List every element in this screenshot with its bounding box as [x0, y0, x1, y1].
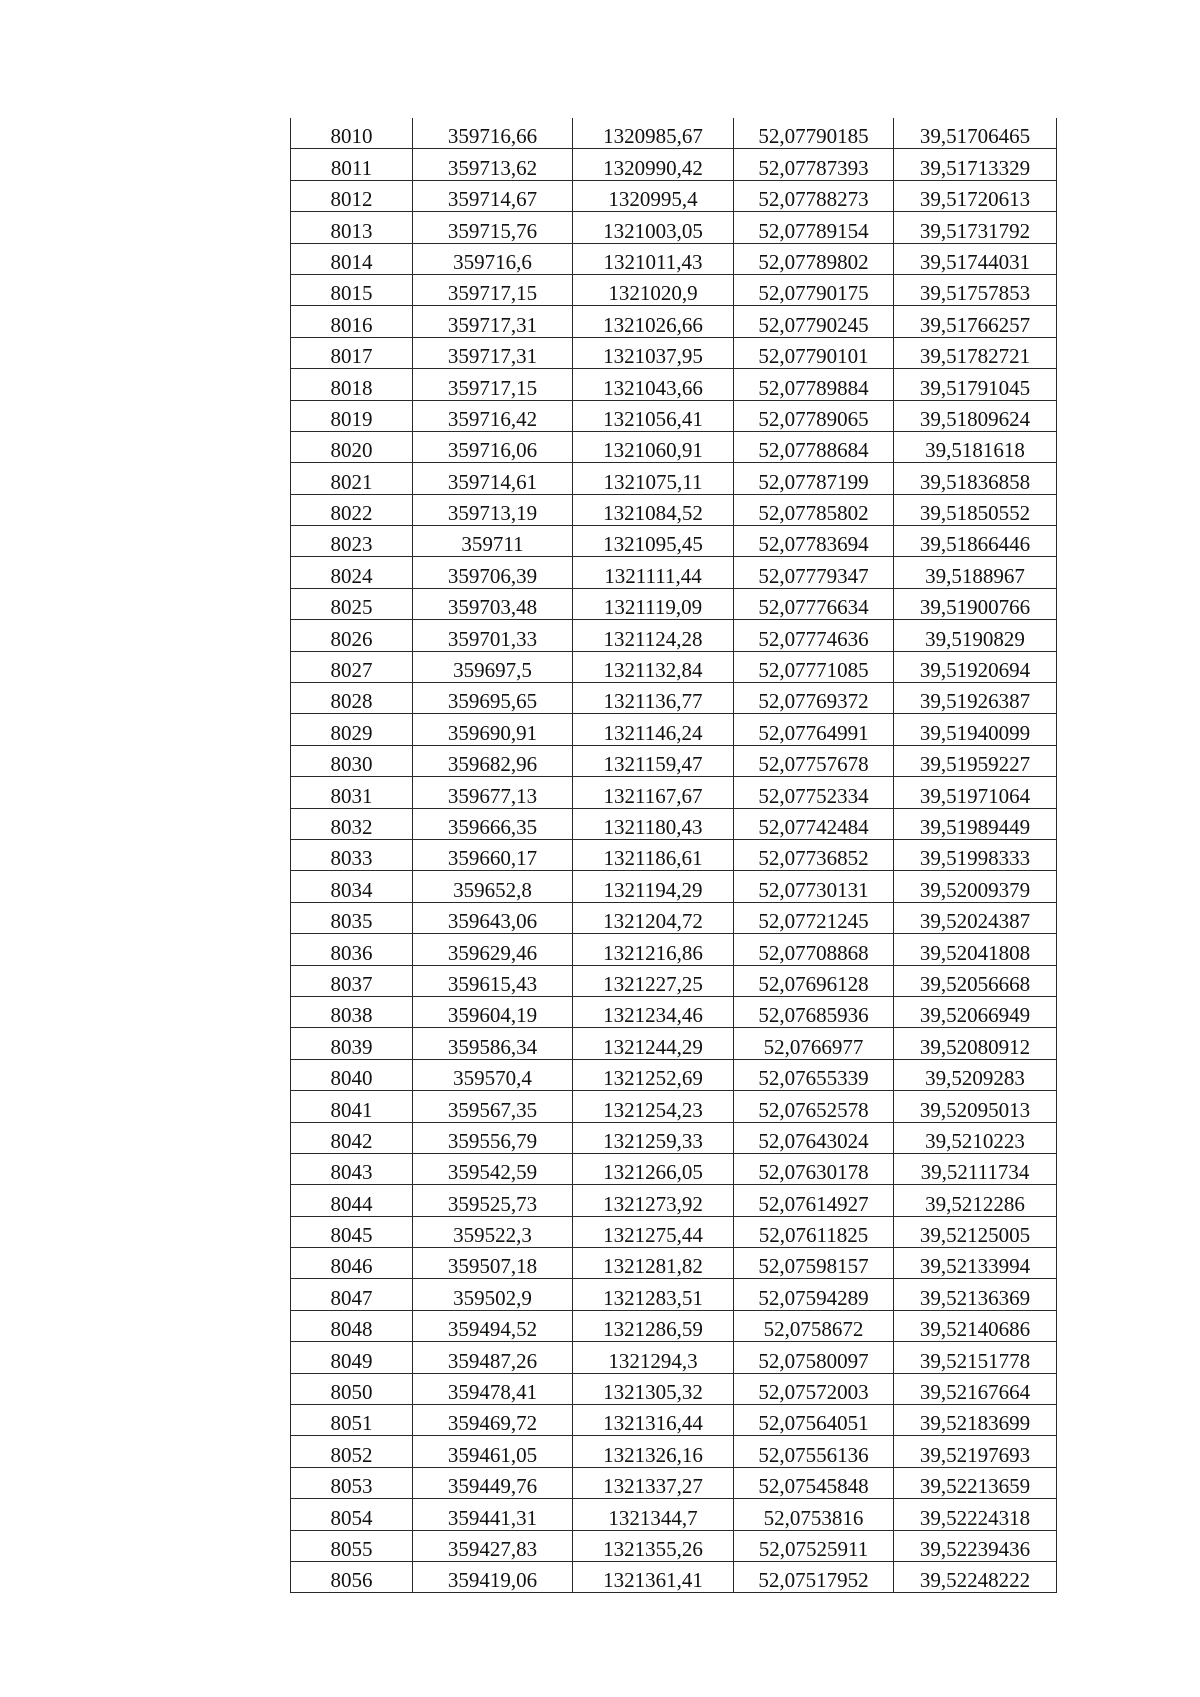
point-number-cell: 8011 [291, 149, 413, 180]
table-row [291, 1091, 1057, 1122]
y-coordinate-cell: 1321084,52 [573, 494, 734, 525]
x-coordinate-cell: 359502,9 [413, 1279, 573, 1310]
longitude-cell: 39,51757853 [894, 274, 1057, 305]
table-row [291, 902, 1057, 933]
x-coordinate-cell: 359706,39 [413, 557, 573, 588]
table-row [291, 745, 1057, 776]
latitude-cell: 52,07785802 [734, 494, 894, 525]
table-row [291, 934, 1057, 965]
table-row [291, 1279, 1057, 1310]
table-row [291, 1373, 1057, 1404]
point-number-cell: 8055 [291, 1530, 413, 1561]
y-coordinate-cell: 1321305,32 [573, 1373, 734, 1404]
point-number-cell: 8021 [291, 463, 413, 494]
longitude-cell: 39,51720613 [894, 180, 1057, 211]
longitude-cell: 39,51836858 [894, 463, 1057, 494]
x-coordinate-cell: 359682,96 [413, 745, 573, 776]
x-coordinate-cell: 359629,46 [413, 934, 573, 965]
point-number-cell: 8026 [291, 620, 413, 651]
latitude-cell: 52,07556136 [734, 1436, 894, 1467]
latitude-cell: 52,07771085 [734, 651, 894, 682]
table-row [291, 369, 1057, 400]
table-row [291, 683, 1057, 714]
table-row [291, 494, 1057, 525]
longitude-cell: 39,51866446 [894, 526, 1057, 557]
longitude-cell: 39,52133994 [894, 1248, 1057, 1279]
y-coordinate-cell: 1321266,05 [573, 1153, 734, 1184]
latitude-cell: 52,07788684 [734, 431, 894, 462]
x-coordinate-cell: 359714,61 [413, 463, 573, 494]
y-coordinate-cell: 1321234,46 [573, 996, 734, 1027]
point-number-cell: 8042 [291, 1122, 413, 1153]
table-row [291, 118, 1057, 149]
longitude-cell: 39,51791045 [894, 369, 1057, 400]
coordinates-table-body [291, 118, 1057, 1593]
y-coordinate-cell: 1321037,95 [573, 337, 734, 368]
y-coordinate-cell: 1321060,91 [573, 431, 734, 462]
table-row [291, 1530, 1057, 1561]
x-coordinate-cell: 359487,26 [413, 1342, 573, 1373]
longitude-cell: 39,51713329 [894, 149, 1057, 180]
point-number-cell: 8022 [291, 494, 413, 525]
longitude-cell: 39,51766257 [894, 306, 1057, 337]
latitude-cell: 52,07525911 [734, 1530, 894, 1561]
point-number-cell: 8045 [291, 1216, 413, 1247]
latitude-cell: 52,07685936 [734, 996, 894, 1027]
table-row [291, 808, 1057, 839]
x-coordinate-cell: 359677,13 [413, 777, 573, 808]
y-coordinate-cell: 1321020,9 [573, 274, 734, 305]
x-coordinate-cell: 359494,52 [413, 1310, 573, 1341]
y-coordinate-cell: 1321275,44 [573, 1216, 734, 1247]
latitude-cell: 52,07779347 [734, 557, 894, 588]
latitude-cell: 52,07790245 [734, 306, 894, 337]
x-coordinate-cell: 359449,76 [413, 1467, 573, 1498]
y-coordinate-cell: 1320985,67 [573, 118, 734, 149]
y-coordinate-cell: 1321286,59 [573, 1310, 734, 1341]
latitude-cell: 52,07594289 [734, 1279, 894, 1310]
y-coordinate-cell: 1321273,92 [573, 1185, 734, 1216]
table-row [291, 777, 1057, 808]
y-coordinate-cell: 1321227,25 [573, 965, 734, 996]
longitude-cell: 39,52151778 [894, 1342, 1057, 1373]
y-coordinate-cell: 1321043,66 [573, 369, 734, 400]
x-coordinate-cell: 359715,76 [413, 212, 573, 243]
y-coordinate-cell: 1321056,41 [573, 400, 734, 431]
y-coordinate-cell: 1321159,47 [573, 745, 734, 776]
point-number-cell: 8048 [291, 1310, 413, 1341]
longitude-cell: 39,52183699 [894, 1405, 1057, 1436]
x-coordinate-cell: 359697,5 [413, 651, 573, 682]
point-number-cell: 8043 [291, 1153, 413, 1184]
y-coordinate-cell: 1321186,61 [573, 839, 734, 870]
x-coordinate-cell: 359525,73 [413, 1185, 573, 1216]
point-number-cell: 8019 [291, 400, 413, 431]
latitude-cell: 52,07736852 [734, 839, 894, 870]
x-coordinate-cell: 359716,6 [413, 243, 573, 274]
longitude-cell: 39,52248222 [894, 1561, 1057, 1592]
latitude-cell: 52,07764991 [734, 714, 894, 745]
longitude-cell: 39,51782721 [894, 337, 1057, 368]
latitude-cell: 52,0758672 [734, 1310, 894, 1341]
longitude-cell: 39,5188967 [894, 557, 1057, 588]
point-number-cell: 8040 [291, 1059, 413, 1090]
latitude-cell: 52,07730131 [734, 871, 894, 902]
x-coordinate-cell: 359615,43 [413, 965, 573, 996]
table-row [291, 306, 1057, 337]
longitude-cell: 39,51744031 [894, 243, 1057, 274]
y-coordinate-cell: 1321167,67 [573, 777, 734, 808]
longitude-cell: 39,52080912 [894, 1028, 1057, 1059]
y-coordinate-cell: 1321244,29 [573, 1028, 734, 1059]
y-coordinate-cell: 1321294,3 [573, 1342, 734, 1373]
longitude-cell: 39,5209283 [894, 1059, 1057, 1090]
longitude-cell: 39,52224318 [894, 1499, 1057, 1530]
y-coordinate-cell: 1320990,42 [573, 149, 734, 180]
longitude-cell: 39,51998333 [894, 839, 1057, 870]
point-number-cell: 8044 [291, 1185, 413, 1216]
longitude-cell: 39,52066949 [894, 996, 1057, 1027]
x-coordinate-cell: 359419,06 [413, 1561, 573, 1592]
latitude-cell: 52,07545848 [734, 1467, 894, 1498]
longitude-cell: 39,51809624 [894, 400, 1057, 431]
point-number-cell: 8034 [291, 871, 413, 902]
x-coordinate-cell: 359542,59 [413, 1153, 573, 1184]
table-row [291, 714, 1057, 745]
latitude-cell: 52,07789884 [734, 369, 894, 400]
y-coordinate-cell: 1321026,66 [573, 306, 734, 337]
x-coordinate-cell: 359711 [413, 526, 573, 557]
point-number-cell: 8018 [291, 369, 413, 400]
latitude-cell: 52,07696128 [734, 965, 894, 996]
point-number-cell: 8052 [291, 1436, 413, 1467]
latitude-cell: 52,07742484 [734, 808, 894, 839]
table-row [291, 1561, 1057, 1592]
table-row [291, 651, 1057, 682]
x-coordinate-cell: 359717,15 [413, 274, 573, 305]
point-number-cell: 8015 [291, 274, 413, 305]
point-number-cell: 8038 [291, 996, 413, 1027]
longitude-cell: 39,51940099 [894, 714, 1057, 745]
x-coordinate-cell: 359717,31 [413, 306, 573, 337]
longitude-cell: 39,52167664 [894, 1373, 1057, 1404]
point-number-cell: 8032 [291, 808, 413, 839]
point-number-cell: 8051 [291, 1405, 413, 1436]
table-row [291, 180, 1057, 211]
latitude-cell: 52,07789154 [734, 212, 894, 243]
latitude-cell: 52,07752334 [734, 777, 894, 808]
y-coordinate-cell: 1321003,05 [573, 212, 734, 243]
latitude-cell: 52,07611825 [734, 1216, 894, 1247]
x-coordinate-cell: 359478,41 [413, 1373, 573, 1404]
table-row [291, 1248, 1057, 1279]
point-number-cell: 8033 [291, 839, 413, 870]
table-row [291, 620, 1057, 651]
table-row [291, 839, 1057, 870]
y-coordinate-cell: 1321075,11 [573, 463, 734, 494]
longitude-cell: 39,51959227 [894, 745, 1057, 776]
table-row [291, 1153, 1057, 1184]
latitude-cell: 52,07630178 [734, 1153, 894, 1184]
table-row [291, 1499, 1057, 1530]
point-number-cell: 8037 [291, 965, 413, 996]
x-coordinate-cell: 359441,31 [413, 1499, 573, 1530]
latitude-cell: 52,07774636 [734, 620, 894, 651]
x-coordinate-cell: 359567,35 [413, 1091, 573, 1122]
x-coordinate-cell: 359522,3 [413, 1216, 573, 1247]
longitude-cell: 39,52197693 [894, 1436, 1057, 1467]
coordinates-table [290, 118, 1057, 1593]
longitude-cell: 39,52140686 [894, 1310, 1057, 1341]
latitude-cell: 52,07757678 [734, 745, 894, 776]
table-row [291, 1310, 1057, 1341]
x-coordinate-cell: 359469,72 [413, 1405, 573, 1436]
table-row [291, 1122, 1057, 1153]
x-coordinate-cell: 359701,33 [413, 620, 573, 651]
point-number-cell: 8054 [291, 1499, 413, 1530]
x-coordinate-cell: 359643,06 [413, 902, 573, 933]
point-number-cell: 8053 [291, 1467, 413, 1498]
latitude-cell: 52,07643024 [734, 1122, 894, 1153]
y-coordinate-cell: 1321316,44 [573, 1405, 734, 1436]
latitude-cell: 52,07564051 [734, 1405, 894, 1436]
table-row [291, 1185, 1057, 1216]
y-coordinate-cell: 1321252,69 [573, 1059, 734, 1090]
latitude-cell: 52,07789065 [734, 400, 894, 431]
point-number-cell: 8036 [291, 934, 413, 965]
x-coordinate-cell: 359660,17 [413, 839, 573, 870]
x-coordinate-cell: 359716,42 [413, 400, 573, 431]
longitude-cell: 39,5212286 [894, 1185, 1057, 1216]
point-number-cell: 8029 [291, 714, 413, 745]
x-coordinate-cell: 359717,15 [413, 369, 573, 400]
table-row [291, 1405, 1057, 1436]
longitude-cell: 39,52009379 [894, 871, 1057, 902]
table-row [291, 212, 1057, 243]
latitude-cell: 52,0766977 [734, 1028, 894, 1059]
x-coordinate-cell: 359703,48 [413, 588, 573, 619]
point-number-cell: 8017 [291, 337, 413, 368]
y-coordinate-cell: 1321337,27 [573, 1467, 734, 1498]
latitude-cell: 52,07776634 [734, 588, 894, 619]
latitude-cell: 52,07789802 [734, 243, 894, 274]
longitude-cell: 39,5190829 [894, 620, 1057, 651]
latitude-cell: 52,07787199 [734, 463, 894, 494]
point-number-cell: 8012 [291, 180, 413, 211]
latitude-cell: 52,07614927 [734, 1185, 894, 1216]
x-coordinate-cell: 359716,06 [413, 431, 573, 462]
x-coordinate-cell: 359695,65 [413, 683, 573, 714]
latitude-cell: 52,07788273 [734, 180, 894, 211]
point-number-cell: 8031 [291, 777, 413, 808]
longitude-cell: 39,52095013 [894, 1091, 1057, 1122]
point-number-cell: 8014 [291, 243, 413, 274]
y-coordinate-cell: 1321132,84 [573, 651, 734, 682]
point-number-cell: 8028 [291, 683, 413, 714]
table-row [291, 526, 1057, 557]
x-coordinate-cell: 359713,62 [413, 149, 573, 180]
latitude-cell: 52,07708868 [734, 934, 894, 965]
point-number-cell: 8016 [291, 306, 413, 337]
x-coordinate-cell: 359427,83 [413, 1530, 573, 1561]
y-coordinate-cell: 1321204,72 [573, 902, 734, 933]
y-coordinate-cell: 1321283,51 [573, 1279, 734, 1310]
latitude-cell: 52,07790175 [734, 274, 894, 305]
longitude-cell: 39,51920694 [894, 651, 1057, 682]
longitude-cell: 39,51731792 [894, 212, 1057, 243]
latitude-cell: 52,07572003 [734, 1373, 894, 1404]
latitude-cell: 52,07783694 [734, 526, 894, 557]
table-row [291, 1436, 1057, 1467]
y-coordinate-cell: 1321180,43 [573, 808, 734, 839]
point-number-cell: 8030 [291, 745, 413, 776]
y-coordinate-cell: 1321216,86 [573, 934, 734, 965]
point-number-cell: 8056 [291, 1561, 413, 1592]
y-coordinate-cell: 1320995,4 [573, 180, 734, 211]
table-row [291, 149, 1057, 180]
latitude-cell: 52,07790185 [734, 118, 894, 149]
table-row [291, 463, 1057, 494]
y-coordinate-cell: 1321259,33 [573, 1122, 734, 1153]
y-coordinate-cell: 1321355,26 [573, 1530, 734, 1561]
point-number-cell: 8023 [291, 526, 413, 557]
table-row [291, 557, 1057, 588]
x-coordinate-cell: 359461,05 [413, 1436, 573, 1467]
longitude-cell: 39,51926387 [894, 683, 1057, 714]
longitude-cell: 39,52024387 [894, 902, 1057, 933]
point-number-cell: 8047 [291, 1279, 413, 1310]
latitude-cell: 52,07790101 [734, 337, 894, 368]
point-number-cell: 8013 [291, 212, 413, 243]
table-row [291, 400, 1057, 431]
table-row [291, 1216, 1057, 1247]
point-number-cell: 8035 [291, 902, 413, 933]
y-coordinate-cell: 1321119,09 [573, 588, 734, 619]
y-coordinate-cell: 1321326,16 [573, 1436, 734, 1467]
y-coordinate-cell: 1321146,24 [573, 714, 734, 745]
table-row [291, 996, 1057, 1027]
point-number-cell: 8039 [291, 1028, 413, 1059]
longitude-cell: 39,5210223 [894, 1122, 1057, 1153]
table-row [291, 431, 1057, 462]
latitude-cell: 52,07721245 [734, 902, 894, 933]
x-coordinate-cell: 359604,19 [413, 996, 573, 1027]
table-row [291, 1028, 1057, 1059]
y-coordinate-cell: 1321124,28 [573, 620, 734, 651]
longitude-cell: 39,52056668 [894, 965, 1057, 996]
table-row [291, 337, 1057, 368]
x-coordinate-cell: 359586,34 [413, 1028, 573, 1059]
point-number-cell: 8020 [291, 431, 413, 462]
longitude-cell: 39,51989449 [894, 808, 1057, 839]
table-row [291, 274, 1057, 305]
y-coordinate-cell: 1321254,23 [573, 1091, 734, 1122]
y-coordinate-cell: 1321095,45 [573, 526, 734, 557]
x-coordinate-cell: 359713,19 [413, 494, 573, 525]
point-number-cell: 8025 [291, 588, 413, 619]
x-coordinate-cell: 359690,91 [413, 714, 573, 745]
longitude-cell: 39,5181618 [894, 431, 1057, 462]
table-row [291, 871, 1057, 902]
latitude-cell: 52,07769372 [734, 683, 894, 714]
longitude-cell: 39,52111734 [894, 1153, 1057, 1184]
latitude-cell: 52,07652578 [734, 1091, 894, 1122]
y-coordinate-cell: 1321011,43 [573, 243, 734, 274]
point-number-cell: 8010 [291, 118, 413, 149]
y-coordinate-cell: 1321136,77 [573, 683, 734, 714]
x-coordinate-cell: 359652,8 [413, 871, 573, 902]
longitude-cell: 39,52041808 [894, 934, 1057, 965]
longitude-cell: 39,52213659 [894, 1467, 1057, 1498]
y-coordinate-cell: 1321361,41 [573, 1561, 734, 1592]
table-row [291, 1059, 1057, 1090]
latitude-cell: 52,07787393 [734, 149, 894, 180]
x-coordinate-cell: 359714,67 [413, 180, 573, 211]
point-number-cell: 8041 [291, 1091, 413, 1122]
point-number-cell: 8046 [291, 1248, 413, 1279]
table-row [291, 965, 1057, 996]
y-coordinate-cell: 1321281,82 [573, 1248, 734, 1279]
y-coordinate-cell: 1321111,44 [573, 557, 734, 588]
longitude-cell: 39,51900766 [894, 588, 1057, 619]
x-coordinate-cell: 359666,35 [413, 808, 573, 839]
latitude-cell: 52,07598157 [734, 1248, 894, 1279]
y-coordinate-cell: 1321344,7 [573, 1499, 734, 1530]
latitude-cell: 52,0753816 [734, 1499, 894, 1530]
latitude-cell: 52,07517952 [734, 1561, 894, 1592]
longitude-cell: 39,51850552 [894, 494, 1057, 525]
y-coordinate-cell: 1321194,29 [573, 871, 734, 902]
longitude-cell: 39,52125005 [894, 1216, 1057, 1247]
latitude-cell: 52,07580097 [734, 1342, 894, 1373]
x-coordinate-cell: 359717,31 [413, 337, 573, 368]
x-coordinate-cell: 359570,4 [413, 1059, 573, 1090]
longitude-cell: 39,51971064 [894, 777, 1057, 808]
table-row [291, 243, 1057, 274]
point-number-cell: 8024 [291, 557, 413, 588]
latitude-cell: 52,07655339 [734, 1059, 894, 1090]
table-row [291, 1342, 1057, 1373]
x-coordinate-cell: 359556,79 [413, 1122, 573, 1153]
x-coordinate-cell: 359716,66 [413, 118, 573, 149]
point-number-cell: 8050 [291, 1373, 413, 1404]
point-number-cell: 8049 [291, 1342, 413, 1373]
point-number-cell: 8027 [291, 651, 413, 682]
table-row [291, 588, 1057, 619]
longitude-cell: 39,51706465 [894, 118, 1057, 149]
table-row [291, 1467, 1057, 1498]
x-coordinate-cell: 359507,18 [413, 1248, 573, 1279]
longitude-cell: 39,52136369 [894, 1279, 1057, 1310]
longitude-cell: 39,52239436 [894, 1530, 1057, 1561]
